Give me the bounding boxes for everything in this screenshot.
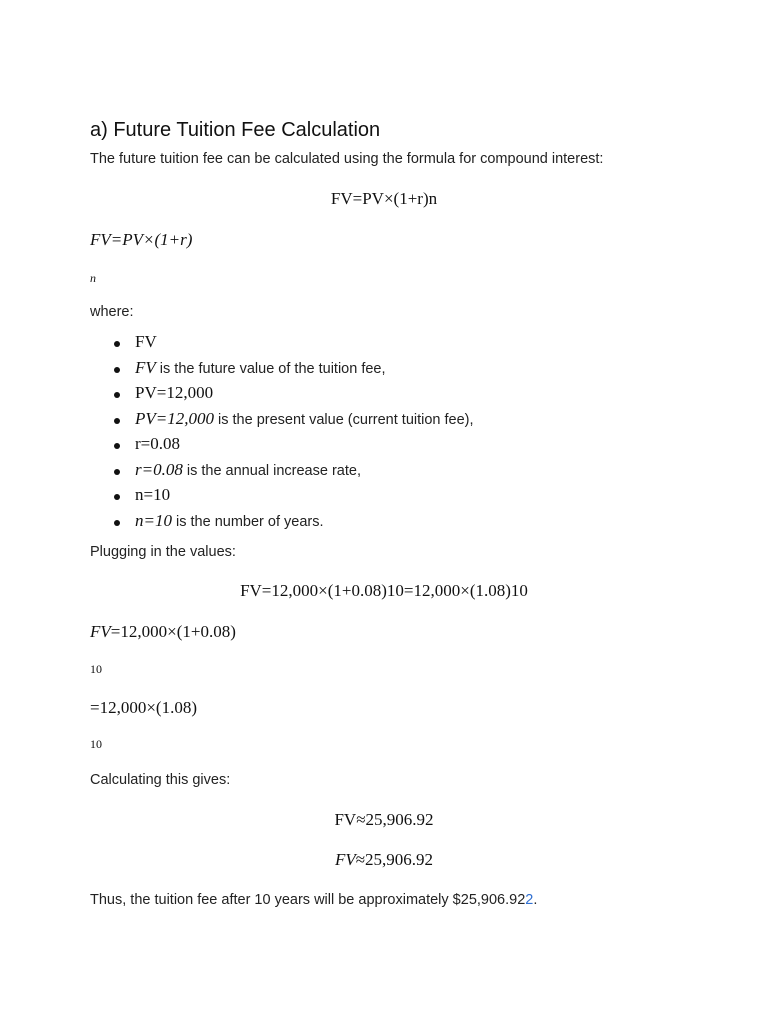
document-page: [90, 0, 690, 1024]
conclusion-end: .: [533, 892, 538, 908]
where-label: where:: [90, 304, 134, 320]
list-item: [90, 408, 474, 434]
plug-inline-1-rest: =12,000×(1+0.08): [110, 622, 236, 641]
plug-inline-1-exponent: 10: [90, 662, 102, 676]
plug-inline-2-exponent: 10: [90, 737, 102, 751]
bullet-math: n=10: [135, 510, 172, 530]
conclusion-text: Thus, the tuition fee after 10 years will be approximately $25,906.92: [90, 892, 526, 908]
bullet-math: r=0.08: [135, 459, 183, 479]
intro-paragraph: The future tuition fee can be calculated using the formula for compound interest:: [90, 151, 604, 167]
bullet-text: is the number of years.: [171, 513, 324, 530]
plug-inline-1-var: FV: [90, 622, 111, 641]
bullet-math: FV: [135, 357, 156, 377]
formula-display: FV=PV×(1+r)n: [330, 189, 438, 208]
plug-inline-2: =12,000×(1.08): [90, 698, 197, 717]
plugging-label: Plugging in the values:: [90, 544, 236, 560]
bullet-math: r=0.08: [135, 434, 180, 453]
bullet-dot: [114, 469, 120, 475]
conclusion-paragraph: [90, 890, 537, 910]
bullet-math: PV=12,000: [135, 408, 214, 428]
plug-display: FV=12,000×(1+0.08)10=12,000×(1.08)10: [240, 581, 528, 600]
list-item: [90, 357, 474, 383]
bullet-math: n=10: [135, 485, 171, 504]
list-item: [90, 459, 474, 485]
bullet-math: PV=12,000: [135, 383, 214, 402]
result-inline: [90, 849, 678, 871]
variable-list: [90, 331, 474, 535]
bullet-dot: [114, 520, 120, 526]
calculating-label: Calculating this gives:: [90, 772, 231, 788]
plug-inline-1: [90, 621, 236, 643]
list-item: [90, 510, 474, 536]
section-heading: a) Future Tuition Fee Calculation: [90, 119, 381, 141]
citation-link[interactable]: 2: [525, 892, 534, 908]
result-display: FV≈25,906.92: [334, 810, 434, 829]
list-item: [90, 484, 474, 510]
formula-inline-exponent: n: [90, 271, 96, 285]
bullet-dot: [114, 418, 120, 424]
formula-inline-main: FV=PV×(1+r): [90, 230, 193, 249]
bullet-dot: [114, 367, 120, 373]
list-item: [90, 382, 474, 408]
list-item: [90, 331, 474, 357]
bullet-dot: [114, 443, 120, 449]
bullet-dot: [114, 392, 120, 398]
bullet-dot: [114, 494, 120, 500]
result-inline-var: FV: [334, 850, 356, 869]
bullet-text: is the future value of the tuition fee,: [155, 360, 386, 377]
bullet-text: is the annual increase rate,: [182, 462, 361, 479]
bullet-text: is the present value (current tuition fee),: [214, 411, 474, 428]
bullet-dot: [114, 341, 120, 347]
bullet-math: FV: [135, 332, 157, 351]
list-item: [90, 433, 474, 459]
result-inline-rest: ≈25,906.92: [355, 850, 434, 869]
